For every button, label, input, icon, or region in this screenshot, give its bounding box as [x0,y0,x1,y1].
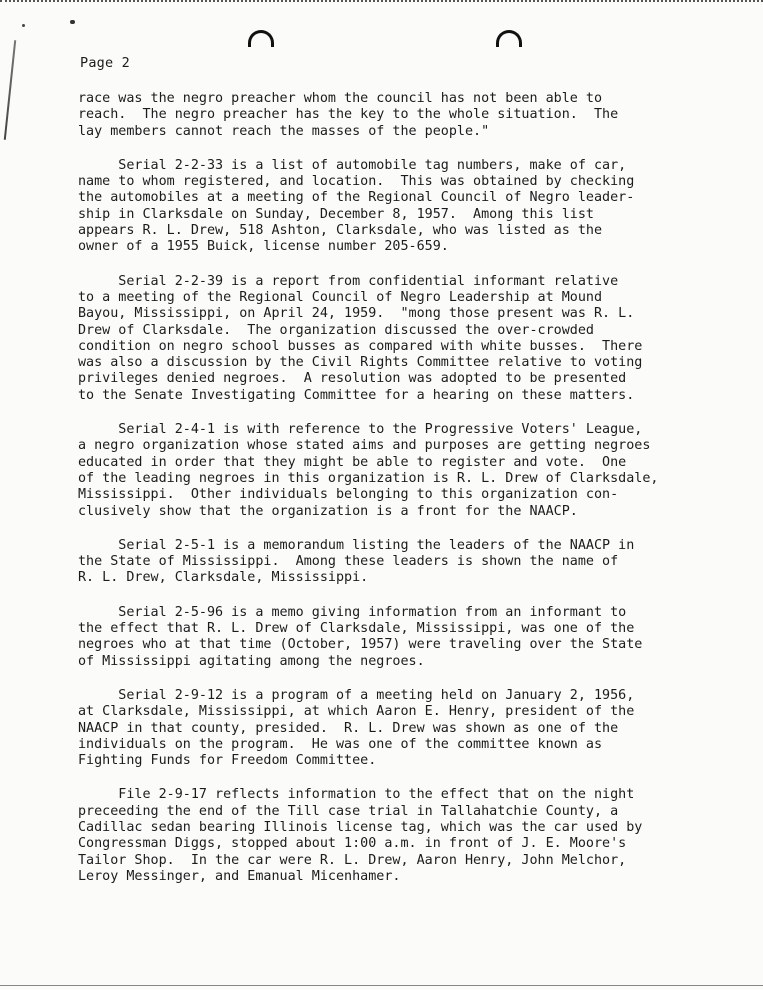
margin-dot [22,24,25,27]
text-line: Serial 2-5-96 is a memo giving information from an informant to [78,604,627,620]
text-line: educated in order that they might be able to register and vote. One [78,454,627,470]
text-line: NAACP in that county, presided. R. L. Drew was shown as one of the [78,720,619,736]
punch-hole-mark-right [496,30,522,47]
text-line: of Mississippi agitating among the negroes. [78,653,425,669]
text-line: clusively show that the organization is a front for the NAACP. [78,503,578,519]
text-line: Serial 2-5-1 is a memorandum listing the leaders of the NAACP in [78,537,635,553]
text-line: a negro organization whose stated aims and purposes are getting negroes [78,438,651,454]
text-line: race was the negro preacher whom the council has not been able to [78,91,603,106]
text-line: owner of a 1955 Buick, license number 205-659. [78,239,449,255]
text-line: individuals on the program. He was one of the committee known as [78,736,603,752]
text-line: Tailor Shop. In the car were R. L. Drew, Aaron Henry, John Melchor, [78,852,627,868]
text-line: negroes who at that time (October, 1957) were traveling over the State [78,637,643,653]
margin-scan-line [4,40,16,140]
document-body [78,91,708,903]
text-line: Congressman Diggs, stopped about 1:00 a.m. in front of J. E. Moore's [78,836,627,852]
text-line: condition on negro school busses as compared with white busses. There [78,338,643,354]
text-line: was also a discussion by the Civil Rights Committee relative to voting [78,355,643,371]
paragraph-file-2-9-17 [78,787,708,885]
page-number: Page 2 [80,55,130,71]
text-line: Mississippi. Other individuals belonging to this organization con- [78,487,619,503]
text-line: R. L. Drew, Clarksdale, Mississippi. [78,570,369,586]
text-line: the effect that R. L. Drew of Clarksdale, Mississippi, was one of the [78,621,635,637]
text-line: the automobiles at a meeting of the Regional Council of Negro leader- [78,190,635,206]
text-line: Cadillac sedan bearing Illinois license tag, which was the car used by [78,819,643,835]
bottom-edge-line [0,985,763,987]
text-line: the State of Mississippi. Among these leaders is shown the name of [78,554,619,570]
text-line: Serial 2-9-12 is a program of a meeting held on January 2, 1956, [78,687,635,703]
text-line: appears R. L. Drew, 518 Ashton, Clarksdale, who was listed as the [78,223,603,239]
paragraph-serial-2-2-39 [78,274,708,404]
corner-mark [70,20,75,24]
text-line: name to whom registered, and location. This was obtained by checking [78,174,635,190]
text-line: Serial 2-2-33 is a list of automobile tag numbers, make of car, [78,157,627,173]
paragraph-serial-2-5-96 [78,605,708,670]
text-line: Serial 2-4-1 is with reference to the Progressive Voters' League, [78,422,643,438]
paragraph-serial-2-9-12 [78,688,708,769]
text-line: Serial 2-2-39 is a report from confidential informant relative [78,273,619,289]
paragraph-serial-2-4-1 [78,422,708,520]
text-line: to a meeting of the Regional Council of Negro Leadership at Mound [78,289,603,305]
text-line: Drew of Clarksdale. The organization discussed the over-crowded [78,322,594,338]
top-edge-marks [0,0,763,12]
paragraph-serial-2-5-1 [78,538,708,587]
text-line: at Clarksdale, Mississippi, at which Aaron E. Henry, president of the [78,704,635,720]
text-line: preceeding the end of the Till case trial in Tallahatchie County, a [78,803,619,819]
paragraph-serial-2-2-33 [78,158,708,256]
text-line: File 2-9-17 reflects information to the effect that on the night [78,787,635,803]
text-line: to the Senate Investigating Committee for a hearing on these matters. [78,387,635,403]
text-line: reach. The negro preacher has the key to the whole situation. The [78,107,619,123]
punch-hole-mark-left [248,30,274,47]
text-line: ship in Clarksdale on Sunday, December 8, 1957. Among this list [78,206,594,222]
text-line: Leroy Messinger, and Emanual Micenhamer. [78,868,401,884]
paragraph-quote-ending [78,91,708,140]
text-line: Bayou, Mississippi, on April 24, 1959. "mong those present was R. L. [78,306,635,322]
text-line: lay members cannot reach the masses of the people." [78,123,490,139]
text-line: privileges denied negroes. A resolution was adopted to be presented [78,371,627,387]
text-line: Fighting Funds for Freedom Committee. [78,753,377,769]
text-line: of the leading negroes in this organization is R. L. Drew of Clarksdale, [78,470,659,486]
